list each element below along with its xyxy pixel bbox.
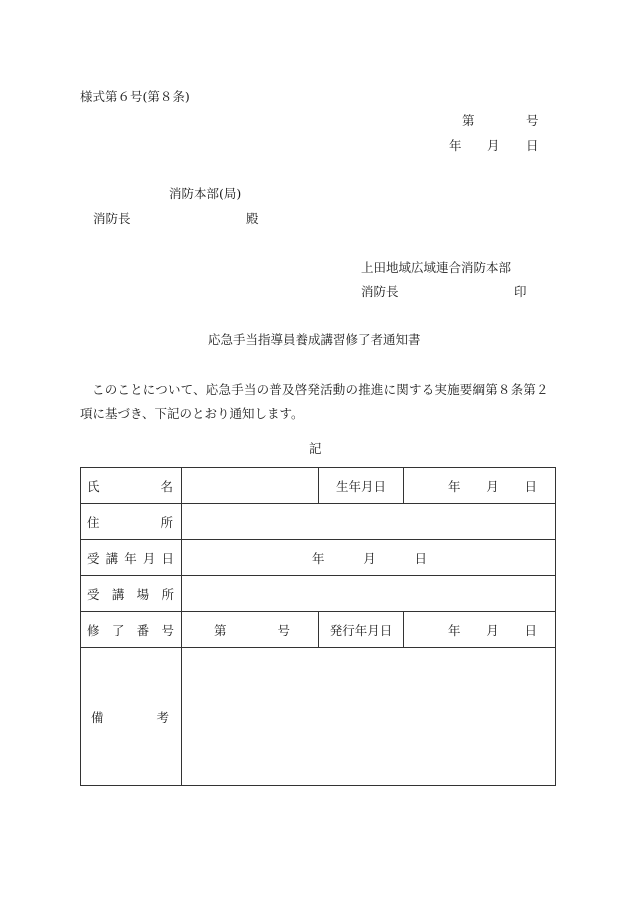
name-label-1: 氏 (87, 478, 100, 494)
row-cert-number (81, 612, 556, 648)
sender-org: 上田地域広域連合消防本部 (361, 260, 512, 275)
record-table (80, 467, 556, 786)
course-year: 年 (312, 550, 325, 566)
cert-number-label-cell (81, 612, 182, 648)
issue-month: 月 (486, 622, 499, 638)
course-place-label-cell (81, 576, 182, 612)
address-label-1: 住 (87, 514, 100, 530)
cert-number-label-3: 番 (136, 622, 150, 638)
birth-day: 日 (524, 478, 537, 494)
date-day: 日 (526, 138, 539, 153)
cert-number-suffix: 号 (277, 622, 290, 638)
birth-label-cell (319, 468, 404, 504)
name-value-cell[interactable] (182, 468, 319, 504)
course-place-label-2: 講 (111, 586, 125, 602)
form-number: 様式第６号(第８条) (80, 89, 190, 104)
name-label-2: 名 (160, 478, 173, 494)
course-place-label-1: 受 (87, 586, 100, 602)
sender-seal: 印 (514, 284, 527, 299)
course-place-label-3: 場 (136, 586, 150, 602)
course-day: 日 (414, 550, 427, 566)
remarks-value-cell[interactable] (182, 648, 556, 786)
number-suffix: 号 (526, 113, 539, 128)
address-label-cell (81, 504, 182, 540)
birth-label: 生年月日 (335, 478, 386, 494)
issue-date-value-cell[interactable] (404, 612, 556, 648)
row-course-place (81, 576, 556, 612)
cert-number-label-1: 修 (87, 622, 100, 638)
cert-number-label-2: 了 (111, 622, 125, 638)
remarks-label-cell (81, 648, 182, 786)
course-date-label-4: 月 (142, 550, 156, 566)
row-course-date (81, 540, 556, 576)
recipient-honorific: 殿 (246, 211, 259, 226)
body-line-1: このことについて、応急手当の普及啓発活動の推進に関する実施要綱第８条第２ (92, 382, 549, 397)
course-place-value-cell[interactable] (182, 576, 556, 612)
issue-day: 日 (524, 622, 537, 638)
birth-year: 年 (448, 478, 461, 494)
document-title: 応急手当指導員養成講習修了者通知書 (208, 332, 421, 347)
issue-date-label-cell (319, 612, 404, 648)
row-address (81, 504, 556, 540)
birth-value-cell[interactable] (404, 468, 556, 504)
course-date-label-5: 日 (161, 550, 174, 566)
name-label-cell (81, 468, 182, 504)
remarks-label-1: 備 (91, 709, 104, 725)
address-value-cell[interactable] (182, 504, 556, 540)
cert-number-value-cell[interactable] (182, 612, 319, 648)
remarks-label-2: 考 (156, 709, 169, 725)
sender-title: 消防長 (361, 284, 399, 299)
date-year: 年 (449, 138, 462, 153)
issue-date-label: 発行年月日 (329, 622, 393, 638)
recipient-dept: 消防本部(局) (169, 186, 242, 201)
recipient-title: 消防長 (93, 211, 131, 226)
course-date-label-cell (81, 540, 182, 576)
course-date-value-cell[interactable] (182, 540, 556, 576)
date-month: 月 (487, 138, 500, 153)
course-date-label-1: 受 (87, 550, 100, 566)
course-month: 月 (363, 550, 376, 566)
ki-label: 記 (309, 441, 322, 456)
number-prefix: 第 (462, 113, 475, 128)
body-line-2: 項に基づき、下記のとおり通知します。 (80, 406, 304, 421)
cert-number-prefix: 第 (214, 622, 227, 638)
row-remarks (81, 648, 556, 786)
address-label-2: 所 (160, 514, 173, 530)
course-place-label-4: 所 (161, 586, 174, 602)
row-name (81, 468, 556, 504)
course-date-label-3: 年 (124, 550, 137, 566)
course-date-label-2: 講 (105, 550, 119, 566)
issue-year: 年 (448, 622, 461, 638)
cert-number-label-4: 号 (161, 622, 174, 638)
birth-month: 月 (486, 478, 499, 494)
